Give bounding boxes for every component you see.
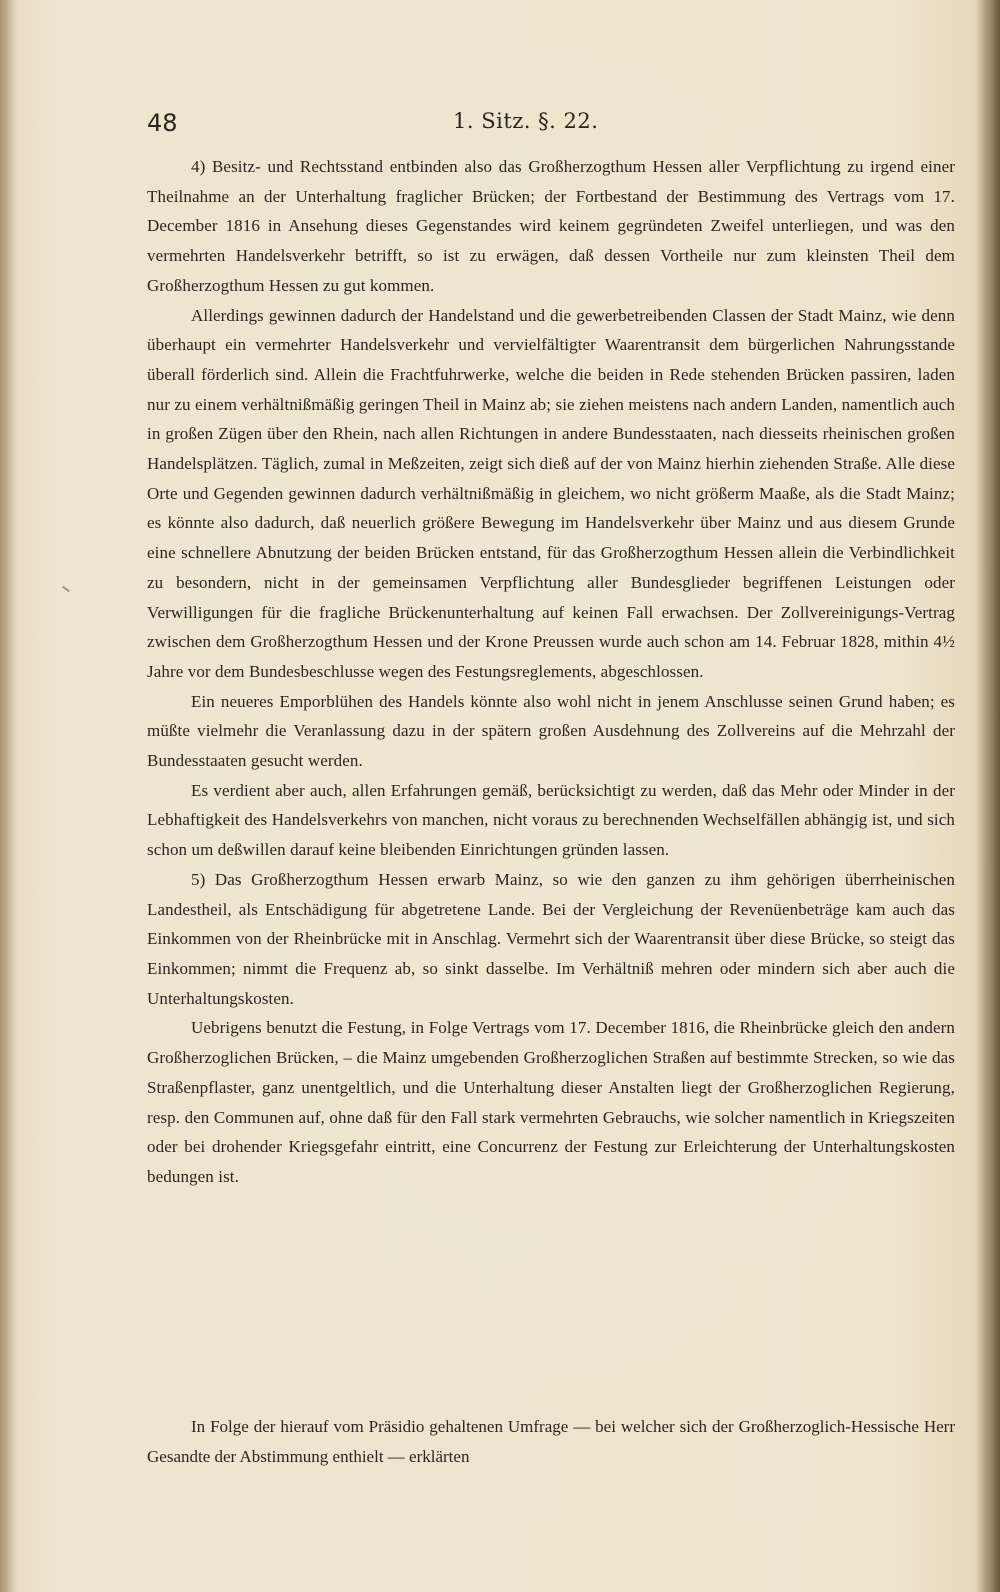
paragraph: Ein neueres Emporblühen des Handels könnte also wohl nicht in jenem Anschlusse seinen Grund haben; es müßte vielmehr die Veranlassung dazu in der spätern großen Ausdehnung des Zollvereins auf die Mehrzahl der Bundesstaaten gesucht werden. (147, 691, 955, 771)
paragraph: Uebrigens benutzt die Festung, in Folge Vertrags vom 17. December 1816, die Rheinbrücke gleich den andern Großherzoglichen Brücken, – die Mainz umgebenden Großherzoglichen Straßen auf bestimmte Strecken, so wie das Straßenpflaster, ganz unentgeltlich, und die Unterhaltung dieser Anstalten liegt der Großherzoglichen Regierung, resp. den Communen auf, ohne daß für den Fall stark vermehrten Gebrauchs, wie solcher namentlich in Kriegszeiten oder bei drohender Kriegsgefahr eintritt, eine Concurrenz der Festung zur Erleichterung der Unterhaltungskosten bedungen ist. (147, 1018, 955, 1186)
closing-text (147, 1412, 955, 1472)
body-text (147, 152, 955, 1192)
page-edge-shadow (976, 0, 1000, 1592)
paragraph: 5) Das Großherzogthum Hessen erwarb Mainz, so wie den ganzen zu ihm gehörigen überrheinischen Landestheil, als Entschädigung für abgetretene Lande. Bei der Vergleichung der Revenüenbeträge kam auch das Einkommen von der Rheinbrücke mit in Anschlag. Vermehrt sich der Waarentransit über diese Brücke, so steigt das Einkommen; nimmt die Frequenz ab, so sinkt dasselbe. Im Verhältniß mehren oder mindern sich aber auch die Unterhaltungskosten. (147, 869, 955, 1008)
closing-paragraph: In Folge der hierauf vom Präsidio gehaltenen Umfrage — bei welcher sich der Großherzoglich-Hessische Herr Gesandte der Abstimmung enthielt — erklärten (147, 1417, 955, 1466)
page-number: 48 (147, 109, 178, 137)
stray-ink-mark (62, 586, 70, 592)
spine-shadow (0, 0, 18, 1592)
paragraph: Es verdient aber auch, allen Erfahrungen gemäß, berücksichtigt zu werden, daß das Mehr oder Minder in der Lebhaftigkeit des Handelsverkehrs von manchen, nicht voraus zu berechnenden Wechselfällen abhängig ist, und sich schon um deßwillen darauf keine bleibenden Einrichtungen gründen lassen. (147, 780, 955, 860)
paragraph: 4) Besitz- und Rechtsstand entbinden also das Großherzogthum Hessen aller Verpflichtung zu irgend einer Theilnahme an der Unterhaltung fraglicher Brücken; der Fortbestand der Bestimmung des Vertrags vom 17. December 1816 in Ansehung dieses Gegenstandes wird keinem gegründeten Zweifel unterliegen, und was den vermehrten Handelsverkehr betrifft, so ist zu erwägen, daß dessen Vortheile nur zum kleinsten Theil dem Großherzogthum Hessen zu gut kommen. (147, 157, 955, 295)
running-head: 1. Sitz. §. 22. (453, 109, 599, 133)
paragraph: Allerdings gewinnen dadurch der Handelstand und die gewerbetreibenden Classen der Stadt Mainz, wie denn überhaupt ein vermehrter Handelsverkehr und vervielfältigter Waarentransit dem bürgerlichen Nahrungsstande überall förderlich sind. Allein die Frachtfuhrwerke, welche die beiden in Rede stehenden Brücken passiren, laden nur zu einem verhältnißmäßig geringen Theil in Mainz ab; sie ziehen meistens nach andern Landen, namentlich auch in großen Zügen über den Rhein, nach allen Richtungen in andere Bundesstaaten, nach diesseits rheinischen großen Handelsplätzen. Täglich, zumal in Meßzeiten, zeigt sich dieß auf der von Mainz hierhin ziehenden Straße. Alle diese Orte und Gegenden gewinnen dadurch verhältnißmäßig in gleichem, wo nicht größerm Maaße, als die Stadt Mainz; es könnte also dadurch, daß neuerlich größere Bewegung im Handelsverkehr über Mainz und aus diesem Grunde eine schnellere Abnutzung der beiden Brücken entstand, für das Großherzogthum Hessen allein die Verbindlichkeit zu besondern, nicht in der gemeinsamen Verpflichtung aller Bundesglieder begriffenen Leistungen oder Verwilligungen für die fragliche Brückenunterhaltung auf keinen Fall erwachsen. Der Zollvereinigungs-Vertrag zwischen dem Großherzogthum Hessen und der Krone Preussen wurde auch schon am 14. Februar 1828, mithin 4½ Jahre vor dem Bundesbeschlusse wegen des Festungsreglements, abgeschlossen. (147, 305, 955, 681)
page-header (147, 103, 967, 143)
